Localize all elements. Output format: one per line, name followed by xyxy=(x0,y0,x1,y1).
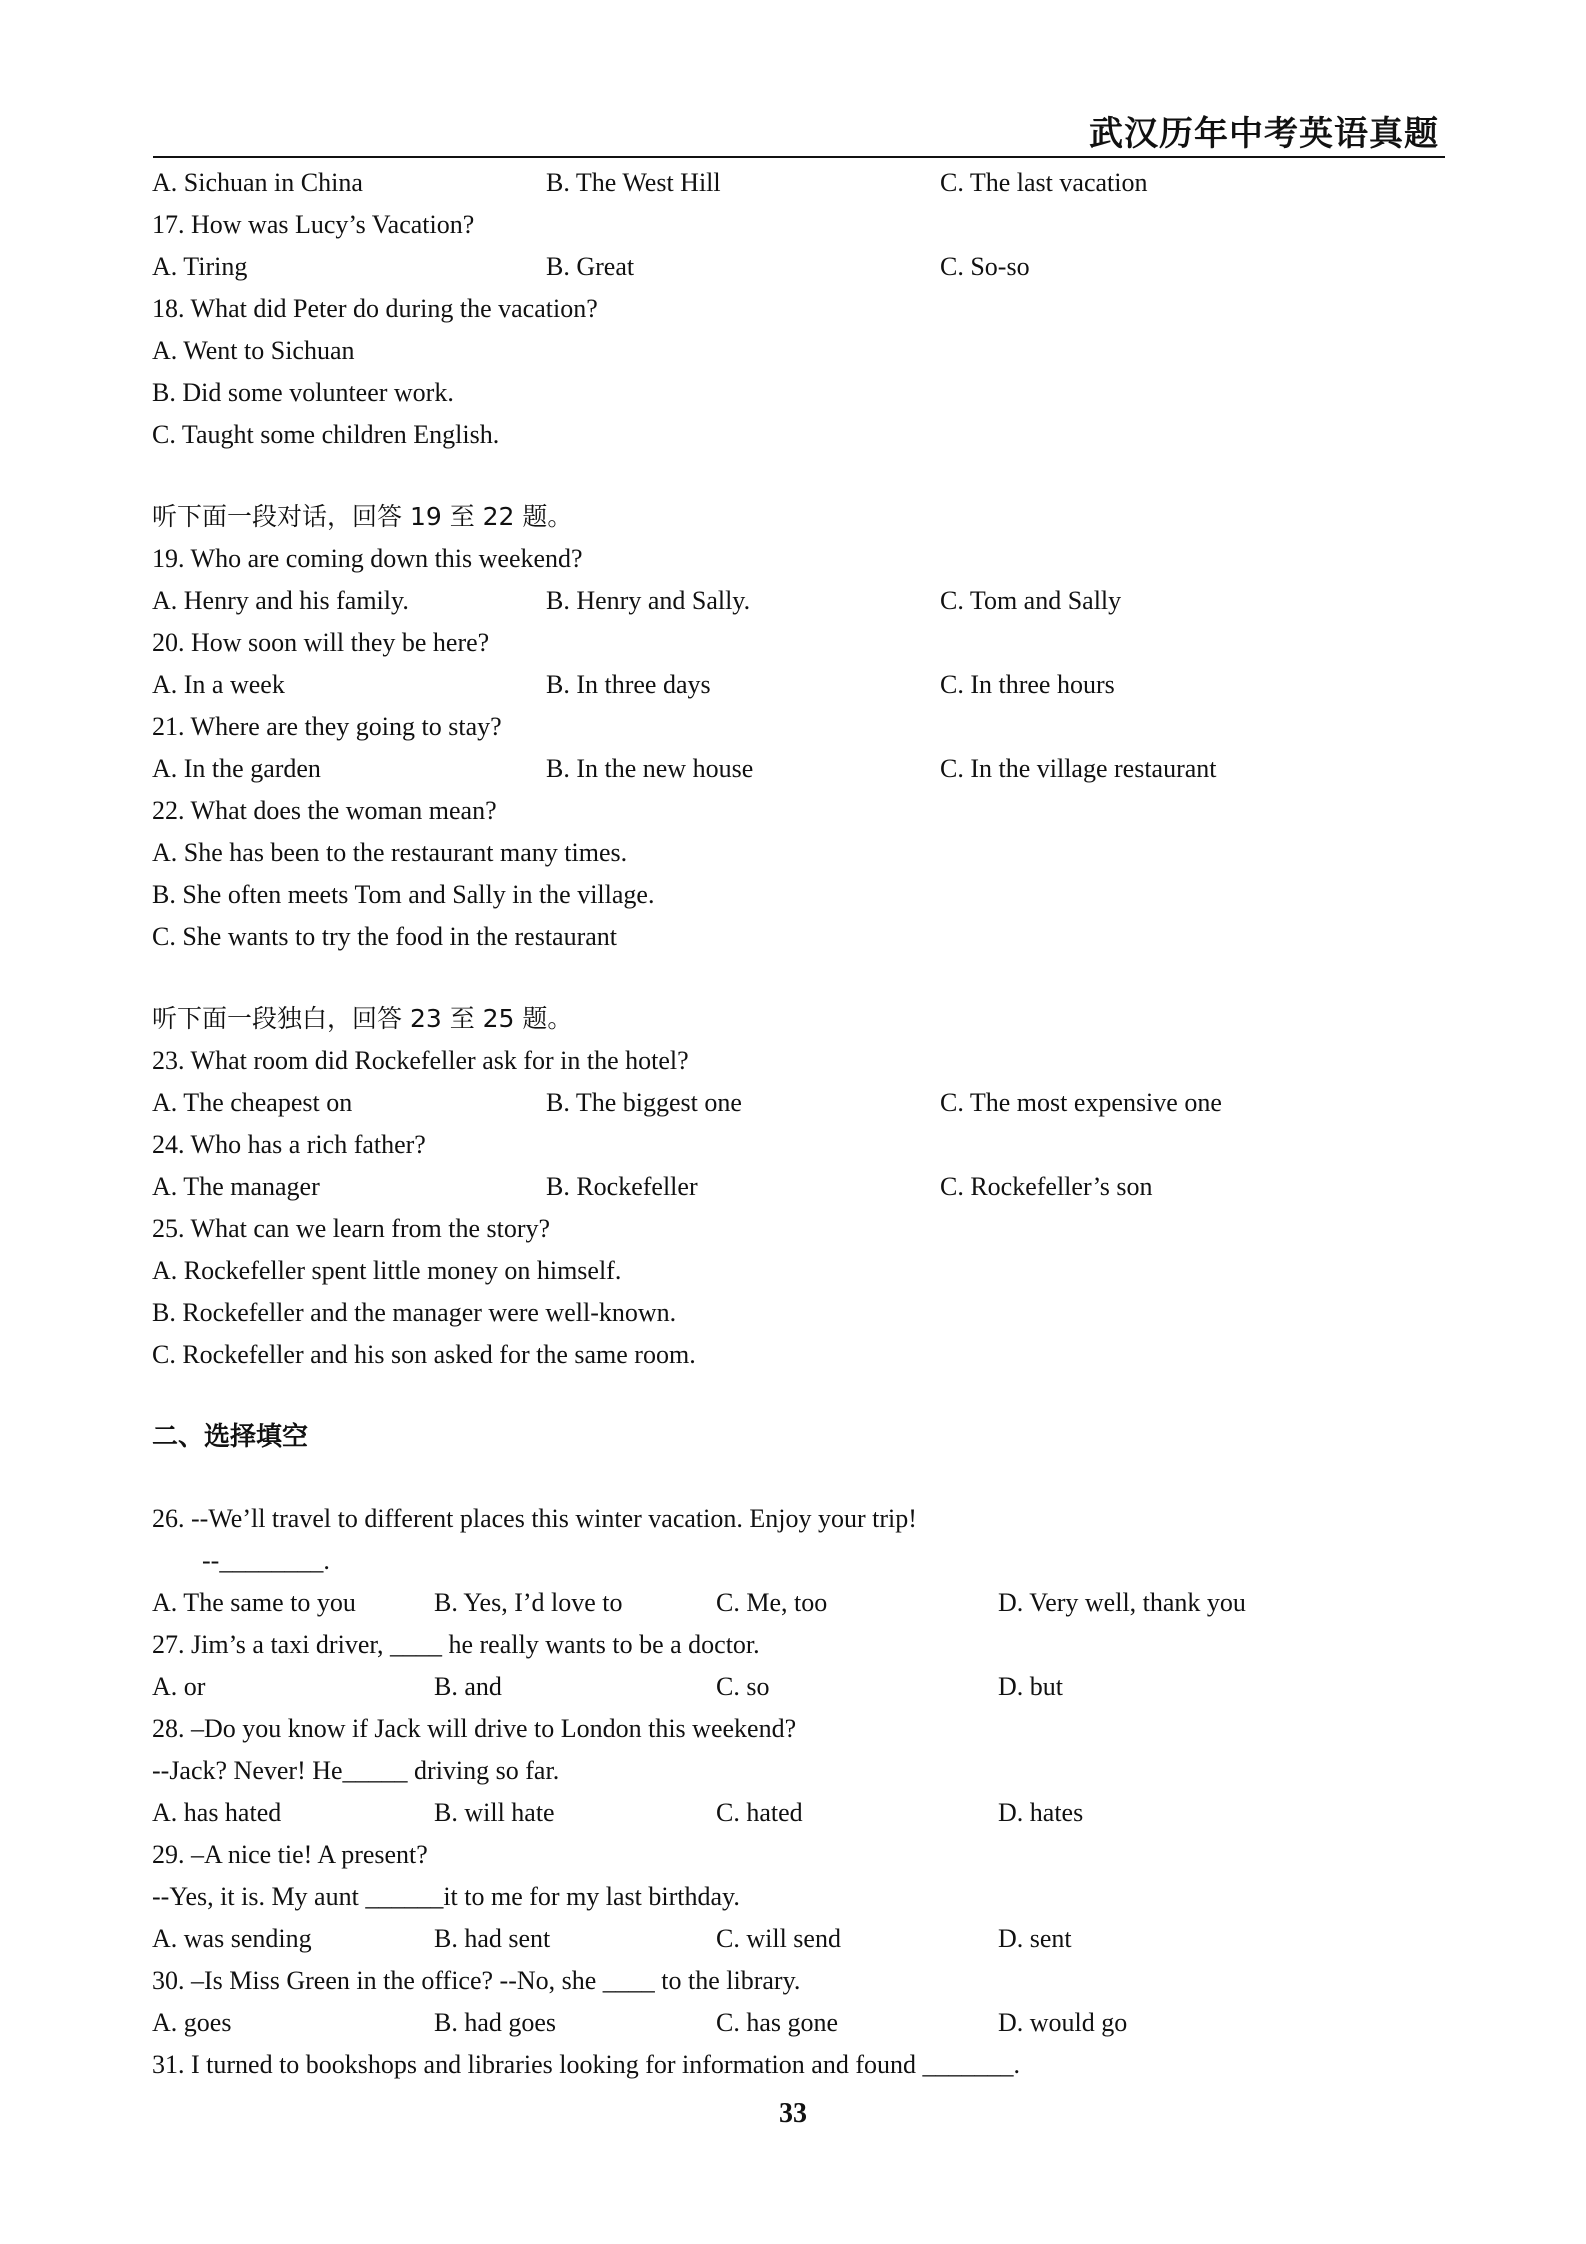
q29-stem: 29. –A nice tie! A present? xyxy=(152,1840,428,1869)
q25-stem: 25. What can we learn from the story? xyxy=(152,1214,551,1243)
q17-options xyxy=(152,246,1442,288)
q20-option-a: A. In a week xyxy=(152,670,285,699)
section-heading: 二、选择填空 xyxy=(152,1422,309,1452)
q17-option-c: C. So-so xyxy=(940,252,1030,281)
q24-stem: 24. Who has a rich father? xyxy=(152,1130,426,1159)
q23-stem: 23. What room did Rockefeller ask for in the hotel? xyxy=(152,1046,689,1075)
q17-option-a: A. Tiring xyxy=(152,252,248,281)
q16-option-a: A. Sichuan in China xyxy=(152,168,363,197)
q18-option-a: A. Went to Sichuan xyxy=(152,336,355,365)
q30-option-a: A. goes xyxy=(152,2008,232,2037)
q23-option-c: C. The most expensive one xyxy=(940,1088,1222,1117)
q21-option-a: A. In the garden xyxy=(152,754,321,783)
q24-option-a: A. The manager xyxy=(152,1172,320,1201)
q21-option-b: B. In the new house xyxy=(546,754,754,783)
q25-option-c: C. Rockefeller and his son asked for the same room. xyxy=(152,1340,696,1369)
q24-options xyxy=(152,1166,1442,1208)
q30-option-d: D. would go xyxy=(998,2008,1128,2037)
q26-option-d: D. Very well, thank you xyxy=(998,1588,1246,1617)
page-number: 33 xyxy=(779,2098,807,2129)
q30-option-c: C. has gone xyxy=(716,2008,839,2037)
q27-option-b: B. and xyxy=(434,1672,502,1701)
q22-option-a: A. She has been to the restaurant many times. xyxy=(152,838,628,867)
q28-option-b: B. will hate xyxy=(434,1798,555,1827)
spacer xyxy=(152,1376,1442,1416)
q22-option-b: B. She often meets Tom and Sally in the village. xyxy=(152,880,655,909)
dialogue-instruction: 听下面一段对话，回答 19 至 22 题。 xyxy=(152,502,573,531)
q27-option-d: D. but xyxy=(998,1672,1063,1701)
q27-options xyxy=(152,1666,1442,1708)
q16-options xyxy=(152,162,1442,204)
q28-option-a: A. has hated xyxy=(152,1798,282,1827)
q20-stem: 20. How soon will they be here? xyxy=(152,628,490,657)
q28-reply: --Jack? Never! He_____ driving so far. xyxy=(152,1756,560,1785)
q24-option-c: C. Rockefeller’s son xyxy=(940,1172,1153,1201)
q25-option-b: B. Rockefeller and the manager were well-known. xyxy=(152,1298,677,1327)
q29-option-c: C. will send xyxy=(716,1924,841,1953)
q19-option-a: A. Henry and his family. xyxy=(152,586,409,615)
q21-option-c: C. In the village restaurant xyxy=(940,754,1217,783)
q26-stem: 26. --We’ll travel to different places this winter vacation. Enjoy your trip! xyxy=(152,1504,917,1533)
q25-option-a: A. Rockefeller spent little money on himself. xyxy=(152,1256,622,1285)
q16-option-b: B. The West Hill xyxy=(546,168,721,197)
q30-option-b: B. had goes xyxy=(434,2008,557,2037)
q26-option-a: A. The same to you xyxy=(152,1588,356,1617)
q16-option-c: C. The last vacation xyxy=(940,168,1148,197)
q17-option-b: B. Great xyxy=(546,252,635,281)
q21-stem: 21. Where are they going to stay? xyxy=(152,712,502,741)
q27-option-c: C. so xyxy=(716,1672,770,1701)
q27-option-a: A. or xyxy=(152,1672,206,1701)
q17-stem: 17. How was Lucy’s Vacation? xyxy=(152,210,475,239)
q30-stem: 30. –Is Miss Green in the office? --No, she ____ to the library. xyxy=(152,1966,801,1995)
q19-option-b: B. Henry and Sally. xyxy=(546,586,751,615)
q20-option-c: C. In three hours xyxy=(940,670,1115,699)
q28-option-d: D. hates xyxy=(998,1798,1084,1827)
q23-options xyxy=(152,1082,1442,1124)
spacer xyxy=(152,456,1442,496)
q23-option-a: A. The cheapest on xyxy=(152,1088,353,1117)
q22-stem: 22. What does the woman mean? xyxy=(152,796,497,825)
q30-options xyxy=(152,2002,1442,2044)
q20-options xyxy=(152,664,1442,706)
q19-stem: 19. Who are coming down this weekend? xyxy=(152,544,583,573)
q22-option-c: C. She wants to try the food in the restaurant xyxy=(152,922,618,951)
q26-options xyxy=(152,1582,1442,1624)
q19-option-c: C. Tom and Sally xyxy=(940,586,1122,615)
q29-option-a: A. was sending xyxy=(152,1924,312,1953)
exam-content xyxy=(152,162,1442,2086)
q21-options xyxy=(152,748,1442,790)
q28-options xyxy=(152,1792,1442,1834)
q19-options xyxy=(152,580,1442,622)
spacer xyxy=(152,958,1442,998)
page-header xyxy=(153,112,1445,158)
q29-options xyxy=(152,1918,1442,1960)
q18-option-c: C. Taught some children English. xyxy=(152,420,500,449)
q26-option-c: C. Me, too xyxy=(716,1588,828,1617)
q26-reply: --________. xyxy=(202,1546,330,1575)
q28-option-c: C. hated xyxy=(716,1798,803,1827)
q24-option-b: B. Rockefeller xyxy=(546,1172,698,1201)
q31-stem: 31. I turned to bookshops and libraries looking for information and found _______. xyxy=(152,2050,1020,2079)
header-title: 武汉历年中考英语真题 xyxy=(1089,114,1439,154)
q20-option-b: B. In three days xyxy=(546,670,711,699)
q27-stem: 27. Jim’s a taxi driver, ____ he really wants to be a doctor. xyxy=(152,1630,760,1659)
monologue-instruction: 听下面一段独白，回答 23 至 25 题。 xyxy=(152,1004,573,1033)
q26-option-b: B. Yes, I’d love to xyxy=(434,1588,623,1617)
spacer xyxy=(152,1458,1442,1498)
q29-option-d: D. sent xyxy=(998,1924,1072,1953)
q23-option-b: B. The biggest one xyxy=(546,1088,742,1117)
q18-stem: 18. What did Peter do during the vacation? xyxy=(152,294,598,323)
q29-reply: --Yes, it is. My aunt ______it to me for my last birthday. xyxy=(152,1882,740,1911)
q29-option-b: B. had sent xyxy=(434,1924,551,1953)
q18-option-b: B. Did some volunteer work. xyxy=(152,378,454,407)
q28-stem: 28. –Do you know if Jack will drive to London this weekend? xyxy=(152,1714,797,1743)
